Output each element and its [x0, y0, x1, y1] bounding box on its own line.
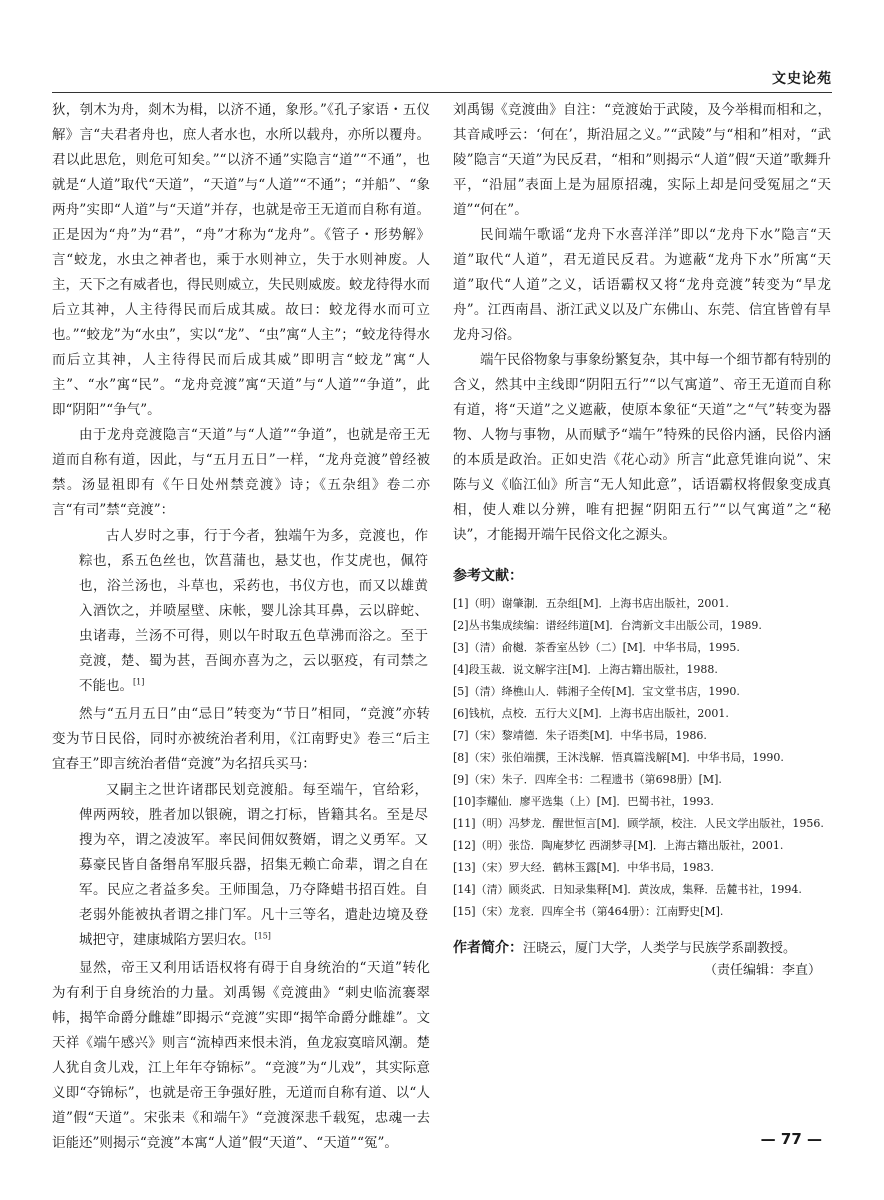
right-column	[453, 98, 831, 982]
reference-item: [7]（宋）黎靖德．朱子语类[M]．中华书局，1986.	[453, 729, 707, 742]
reference-list	[453, 593, 831, 923]
reference-item: [13]（宋）罗大经．鹤林玉露[M]．中华书局，1983.	[453, 861, 714, 874]
left-column	[52, 98, 430, 1156]
quote-text	[79, 524, 428, 699]
editor-note: （责任编辑：李直）	[703, 963, 821, 978]
citation-marker: [1]	[133, 677, 145, 687]
body-paragraph: 然与“五月五日”由“忌日”转变为“节日”相同，“竞渡”亦转变为节日民俗，同时亦被统治者利用，《江南野史》卷三“后主宜春王”即言统治者借“竞渡”为名招兵买马：	[52, 706, 430, 772]
author-text: 汪晓云，厦门大学，人类学与民族学系副教授。	[523, 941, 797, 956]
author-bio	[453, 937, 831, 960]
reference-item: [4]段玉裁．说文解字注[M]．上海古籍出版社，1988.	[453, 663, 718, 676]
reference-item: [14]（清）顾炎武．日知录集释[M]．黄汝成，集释．岳麓书社，1994.	[453, 883, 802, 896]
quote-body: 古人岁时之事，行于今者，独端午为多，竞渡也，作粽也，系五色丝也，饮菖蒲也，悬艾也，作艾虎也，佩符也，浴兰汤也，斗草也，采药也，书仪方也，而又以雄黄入酒饮之，并喷屋壁、床帐，婴儿涂其耳鼻，云以辟蛇、虫诸毒，兰汤不可得，则以午时取五色草沸而浴之。至于竞渡，楚、蜀为甚，吾闽亦喜为之，云以驱疫，有司禁之不能也。	[79, 528, 428, 694]
quote-text	[79, 778, 428, 953]
author-label: 作者简介：	[453, 940, 523, 956]
citation-marker: [15]	[254, 931, 271, 941]
reference-item: [5]（清）绛樵山人．韩湘子全传[M]．宝文堂书店，1990.	[453, 685, 740, 698]
reference-item: [11]（明）冯梦龙．醒世恒言[M]．顾学颉，校注．人民文学出版社，1956.	[453, 817, 824, 830]
reference-item: [9]（宋）朱子．四库全书：二程遗书（第698册）[M].	[453, 773, 722, 786]
section-header: 文史论苑	[772, 71, 832, 87]
quote-body: 又嗣主之世许诸郡民划竞渡船。每至端午，官给彩，俾两两较，胜者加以银碗，谓之打标，皆籍其名。至是尽搜为卒，谓之凌波军。率民间佣奴赘婿，谓之义勇军。又募豪民皆自备缗帛军服兵器，招集无赖亡命辈，谓之自在军。民应之者益多矣。王师围急，乃夺降蜡书招百姓。自老弱外能被执者谓之排门军。凡十三等名，遣赴边境及登城把守，建康城陷方罢归农。	[79, 782, 428, 948]
reference-item: [3]（清）俞樾．茶香室丛钞（二）[M]．中华书局，1995.	[453, 641, 740, 654]
body-paragraph: 刘禹锡《竞渡曲》自注：“竞渡始于武陵，及今举楫而相和之，其音咸呼云：‘何在’，斯沿屈之义。”“武陵”与“相和”相对，“武陵”隐言“天道”为民反君，“相和”则揭示“人道”假“天道”歌舞升平，“沿屈”表面上是为屈原招魂，实际上却是问受冤屈之“天道”“何在”。	[453, 102, 831, 218]
body-paragraph: 显然，帝王又利用话语权将有碍于自身统治的“天道”转化为有利于自身统治的力量。刘禹锡《竞渡曲》“刺史临流褰翠帏，揭竿命爵分雌雄”即揭示“竞渡”实即“揭竿命爵分雌雄”。文天祥《端午感兴》则言“流棹西来恨未消，鱼龙寂寞暗风潮。楚人犹自贪儿戏，江上年年夺锦标”。“竞渡”为“儿戏”，其实际意义即“夺锦标”，也就是帝王争强好胜，无道而自称有道、以“人道”假“天道”。宋张耒《和端午》“竞渡深悲千载冤，忠魂一去讵能还”则揭示“竞渡”本寓“人道”假“天道”、“天道”“冤”。	[52, 960, 430, 1151]
reference-item: [2]丛书集成续编：谱经纬道[M]．台湾新文丰出版公司，1989.	[453, 619, 762, 632]
references-heading: 参考文献：	[453, 568, 523, 584]
reference-item: [1]（明）谢肇淛．五杂组[M]．上海书店出版社，2001.	[453, 597, 729, 610]
body-paragraph: 由于龙舟竞渡隐言“天道”与“人道”“争道”，也就是帝王无道而自称有道，因此，与“五月五日”一样，“龙舟竞渡”曾经被禁。汤显祖即有《午日处州禁竞渡》诗；《五杂组》卷二亦言“有司”禁“竞渡”：	[52, 427, 430, 518]
reference-item: [8]（宋）张伯端撰，王沐浅解．悟真篇浅解[M]．中华书局，1990.	[453, 751, 784, 764]
reference-item: [15]（宋）龙衮．四库全书（第464册）：江南野史[M].	[453, 905, 724, 918]
body-paragraph: 民间端午歌谣“龙舟下水喜洋洋”即以“龙舟下水”隐言“天道”取代“人道”，君无道民反君。为遮蔽“龙舟下水”所寓“天道”取代“人道”之义，话语霸权又将“龙舟竞渡”转变为“旱龙舟”。江西南昌、浙江武义以及广东佛山、东莞、信宜皆曾有旱龙舟习俗。	[453, 227, 831, 343]
body-paragraph: 端午民俗物象与事象纷繁复杂，其中每一个细节都有特别的含义，然其中主线即“阴阳五行”“以气寓道”、帝王无道而自称有道，将“天道”之义遮蔽，使原本象征“天道”之“气”转变为器物、人物与事物，从而赋予“端午”特殊的民俗内涵，民俗内涵的本质是政治。正如史浩《花心动》所言“此意凭谁向说”、宋陈与义《临江仙》所言“无人知此意”，话语霸权将假象变成真相，使人难以分辨，唯有把握“阴阳五行”“以气寓道”之“秘诀”，才能揭开端午民俗文化之源头。	[453, 352, 831, 543]
reference-item: [10]李耀仙．廖平选集（上）[M]．巴蜀书社，1993.	[453, 795, 714, 808]
page-number: — 77 —	[760, 1130, 822, 1148]
body-paragraph: 狄，刳木为舟，剡木为楫，以济不通，象形。”《孔子家语・五仪解》言“夫君者舟也，庶人者水也，水所以载舟，亦所以覆舟。君以此思危，则危可知矣。”“以济不通”实隐言“道”“不通”，也就是“人道”取代“天道”，“天道”与“人道”“不通”；“并船”、“象两舟”实即“人道”与“天道”并存，也就是帝王无道而自称有道。正是因为“舟”为“君”，“舟”才称为“龙舟”。《管子・形势解》言“蛟龙，水虫之神者也，乘于水则神立，失于水则神废。人主，天下之有威者也，得民则威立，失民则威废。蛟龙待得水而后立其神，人主待得民而后成其威。故曰：蛟龙得水而可立也。”“蛟龙”为“水虫”，实以“龙”、“虫”寓“人主”；“蛟龙待得水而后立其神，人主待得民而后成其威”即明言“蛟龙”寓“人主”、“水”寓“民”。“龙舟竞渡”寓“天道”与“人道”“争道”，此即“阴阳”“争气”。	[52, 102, 430, 418]
block-quote	[52, 524, 430, 699]
header-rule	[52, 92, 832, 93]
block-quote	[52, 778, 430, 953]
reference-item: [6]钱杭，点校．五行大义[M]．上海书店出版社，2001.	[453, 707, 729, 720]
reference-item: [12]（明）张岱．陶庵梦忆 西湖梦寻[M]．上海古籍出版社，2001.	[453, 839, 784, 852]
